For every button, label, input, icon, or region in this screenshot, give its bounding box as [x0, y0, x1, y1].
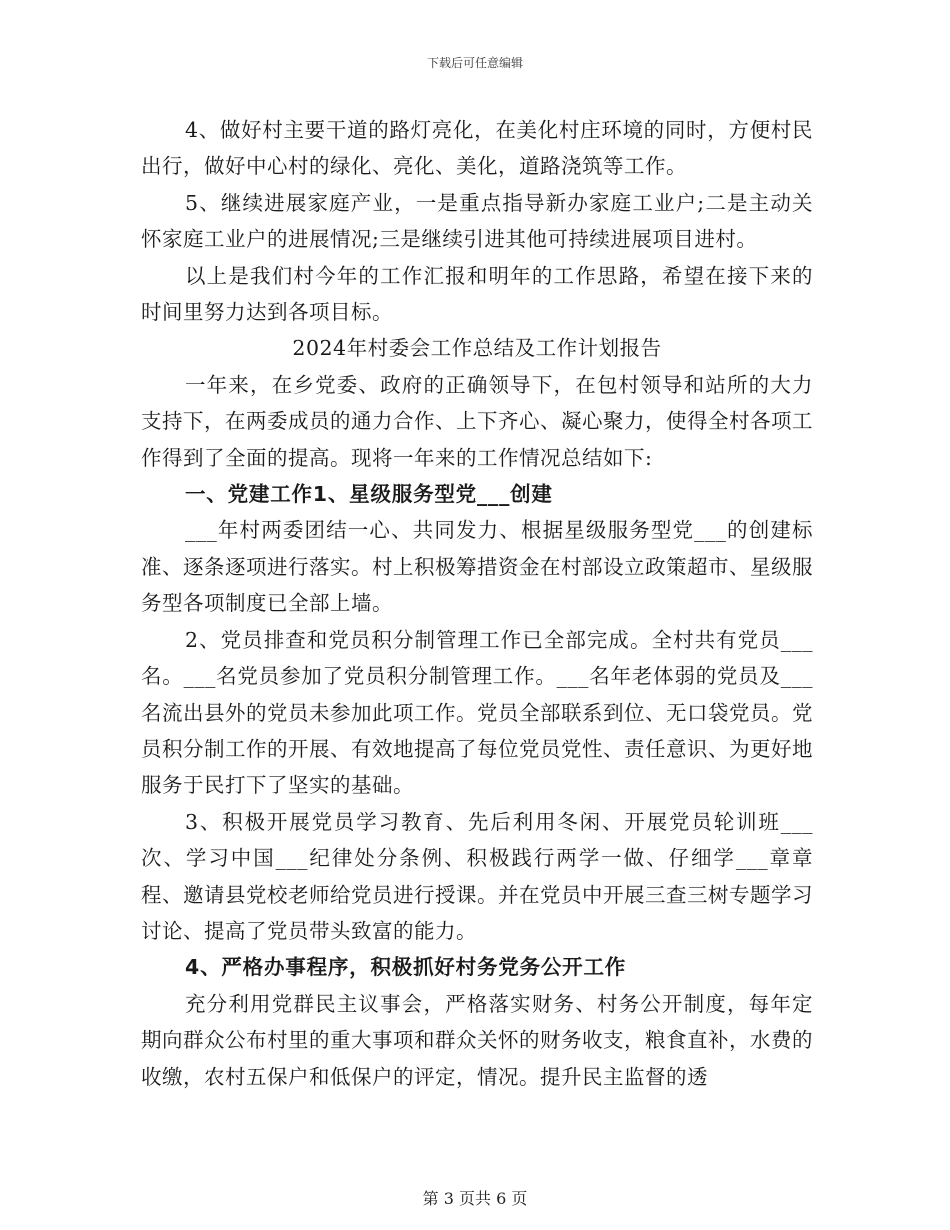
paragraph-member-points: 2、党员排查和党员积分制管理工作已全部完成。全村共有党员___名。___名党员参加了党员积分制管理工作。___名年老体弱的党员及___名流出县外的党员未参加此项工作。党员全部联系到位、无口袋党员。党员积分制工作的开展、有效地提高了每位党员党性、责任意识、为更好地服务于民打下了坚实的基础。	[141, 627, 813, 798]
page-footer: 第 3 页共 6 页	[422, 1189, 528, 1208]
paragraph-4: 4、做好村主要干道的路灯亮化，在美化村庄环境的同时，方便村民出行，做好中心村的绿化、亮化、美化，道路浇筑等工作。	[141, 118, 813, 179]
paragraph-intro: 一年来，在乡党委、政府的正确领导下，在包村领导和站所的大力支持下，在两委成员的通力合作、上下齐心、凝心聚力，使得全村各项工作得到了全面的提高。现将一年来的工作情况总结如下:	[141, 372, 813, 470]
paragraph-open-affairs: 充分利用党群民主议事会，严格落实财务、村务公开制度，每年定期向群众公布村里的重大事项和群众关怀的财务收支，粮食直补，水费的收缴，农村五保户和低保户的评定，情况。提升民主监督的透	[141, 991, 813, 1089]
section-heading-party-building: 一、党建工作1、星级服务型党___创建	[185, 482, 553, 507]
section-heading-open-affairs: 4、严格办事程序，积极抓好村务党务公开工作	[185, 955, 627, 980]
paragraph-5: 5、继续进展家庭产业，一是重点指导新办家庭工业户;二是主动关怀家庭工业户的进展情况;三是继续引进其他可持续进展项目进村。	[141, 190, 813, 252]
paragraph-party-branch: ___年村两委团结一心、共同发力、根据星级服务型党___的创建标准、逐条逐项进行落实。村上积极筹措资金在村部设立政策超市、星级服务型各项制度已全部上墙。	[141, 518, 813, 616]
page-header: 下载后可任意编辑	[426, 56, 523, 70]
paragraph-member-education: 3、积极开展党员学习教育、先后利用冬闲、开展党员轮训班___次、学习中国___纪律处分条例、积极践行两学一做、仔细学___章章程、邀请县党校老师给党员进行授课。并在党员中开展三查三树专题学习讨论、提高了党员带头致富的能力。	[141, 809, 813, 943]
document-body	[141, 112, 813, 1095]
report-title: 2024年村委会工作总结及工作计划报告	[292, 336, 662, 361]
paragraph-summary: 以上是我们村今年的工作汇报和明年的工作思路，希望在接下来的时间里努力达到各项目标。	[141, 263, 813, 325]
